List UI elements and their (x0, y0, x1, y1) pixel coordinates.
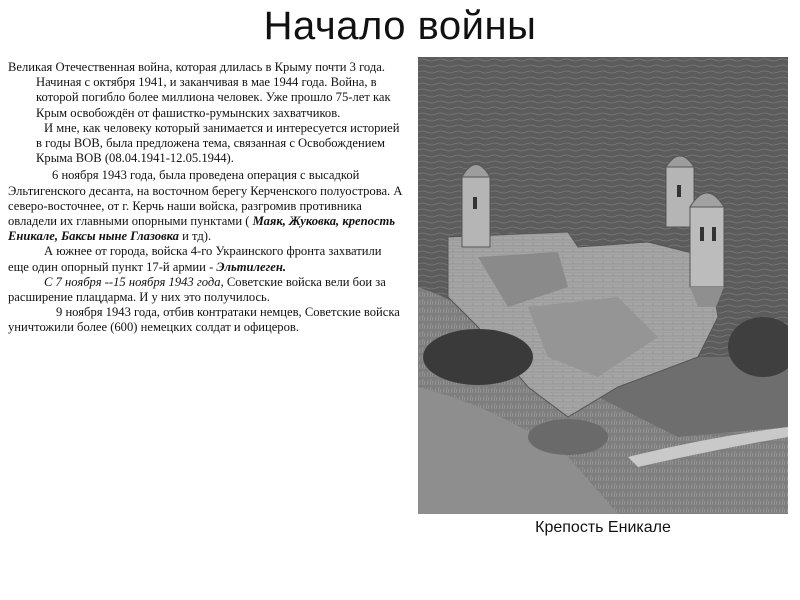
p3-places-text: Маяк, Жуковка, крепость Еникале, Баксы ныне Глазовка (8, 214, 396, 244)
p4-place-text: Эльтилеген. (216, 259, 286, 274)
paragraph-south (8, 244, 404, 274)
paragraph-counterattack (8, 305, 404, 335)
bush (528, 419, 608, 455)
p4-start-text: А южнее от города, войска 4-го Украинского фронта захватили еще один опорный пункт 17-й армии - (8, 244, 382, 274)
p6-text: 9 ноября 1943 года, отбив контратаки немцев, Советские войска уничтожили более (600) немецких солдат и офицеров. (8, 305, 400, 335)
shrub (423, 329, 533, 385)
tower-right (690, 193, 724, 307)
p5-date-text: С 7 ноября --15 ноября 1943 года (44, 274, 221, 289)
tower-left (462, 165, 490, 248)
p3-end-text: и тд). (178, 229, 212, 244)
slide-title: Начало войны (263, 4, 537, 48)
paragraph-topic: И мне, как человеку который занимается и интересуется историей в годы ВОВ, была предложена тема, связанная с Освобождением Крыма ВОВ (08.04.1941-12.05.1944). (36, 120, 400, 166)
fortress-yenikale-photo (418, 57, 788, 514)
fortress-illustration (418, 57, 788, 514)
paragraph-eltigen-landing (8, 168, 404, 244)
body-text (8, 60, 404, 336)
paragraph-bridgehead (8, 275, 404, 305)
photo-caption: Крепость Еникале (535, 519, 671, 536)
p3-start-text: 6 ноября 1943 года, была проведена операция с высадкой Эльтигенского десанта, на восточном берегу Керченского полуострова. А северо-восточнее, от г. Керчь наши войска, разгромив противника овладели их главными опорными пунктами ( (8, 168, 403, 229)
paragraph-intro: Великая Отечественная война, которая длилась в Крыму почти 3 года. Начиная с октября 1941, и заканчивая в мае 1944 года. Война, в которой погибло более миллиона человек. Уже прошло 75-лет как Крым освобождён от фашистко-румынских захватчиков. (8, 60, 391, 120)
p5-rest-text: , Советские войска вели бои за расширение плацдарма. И у них это получилось. (8, 274, 386, 305)
